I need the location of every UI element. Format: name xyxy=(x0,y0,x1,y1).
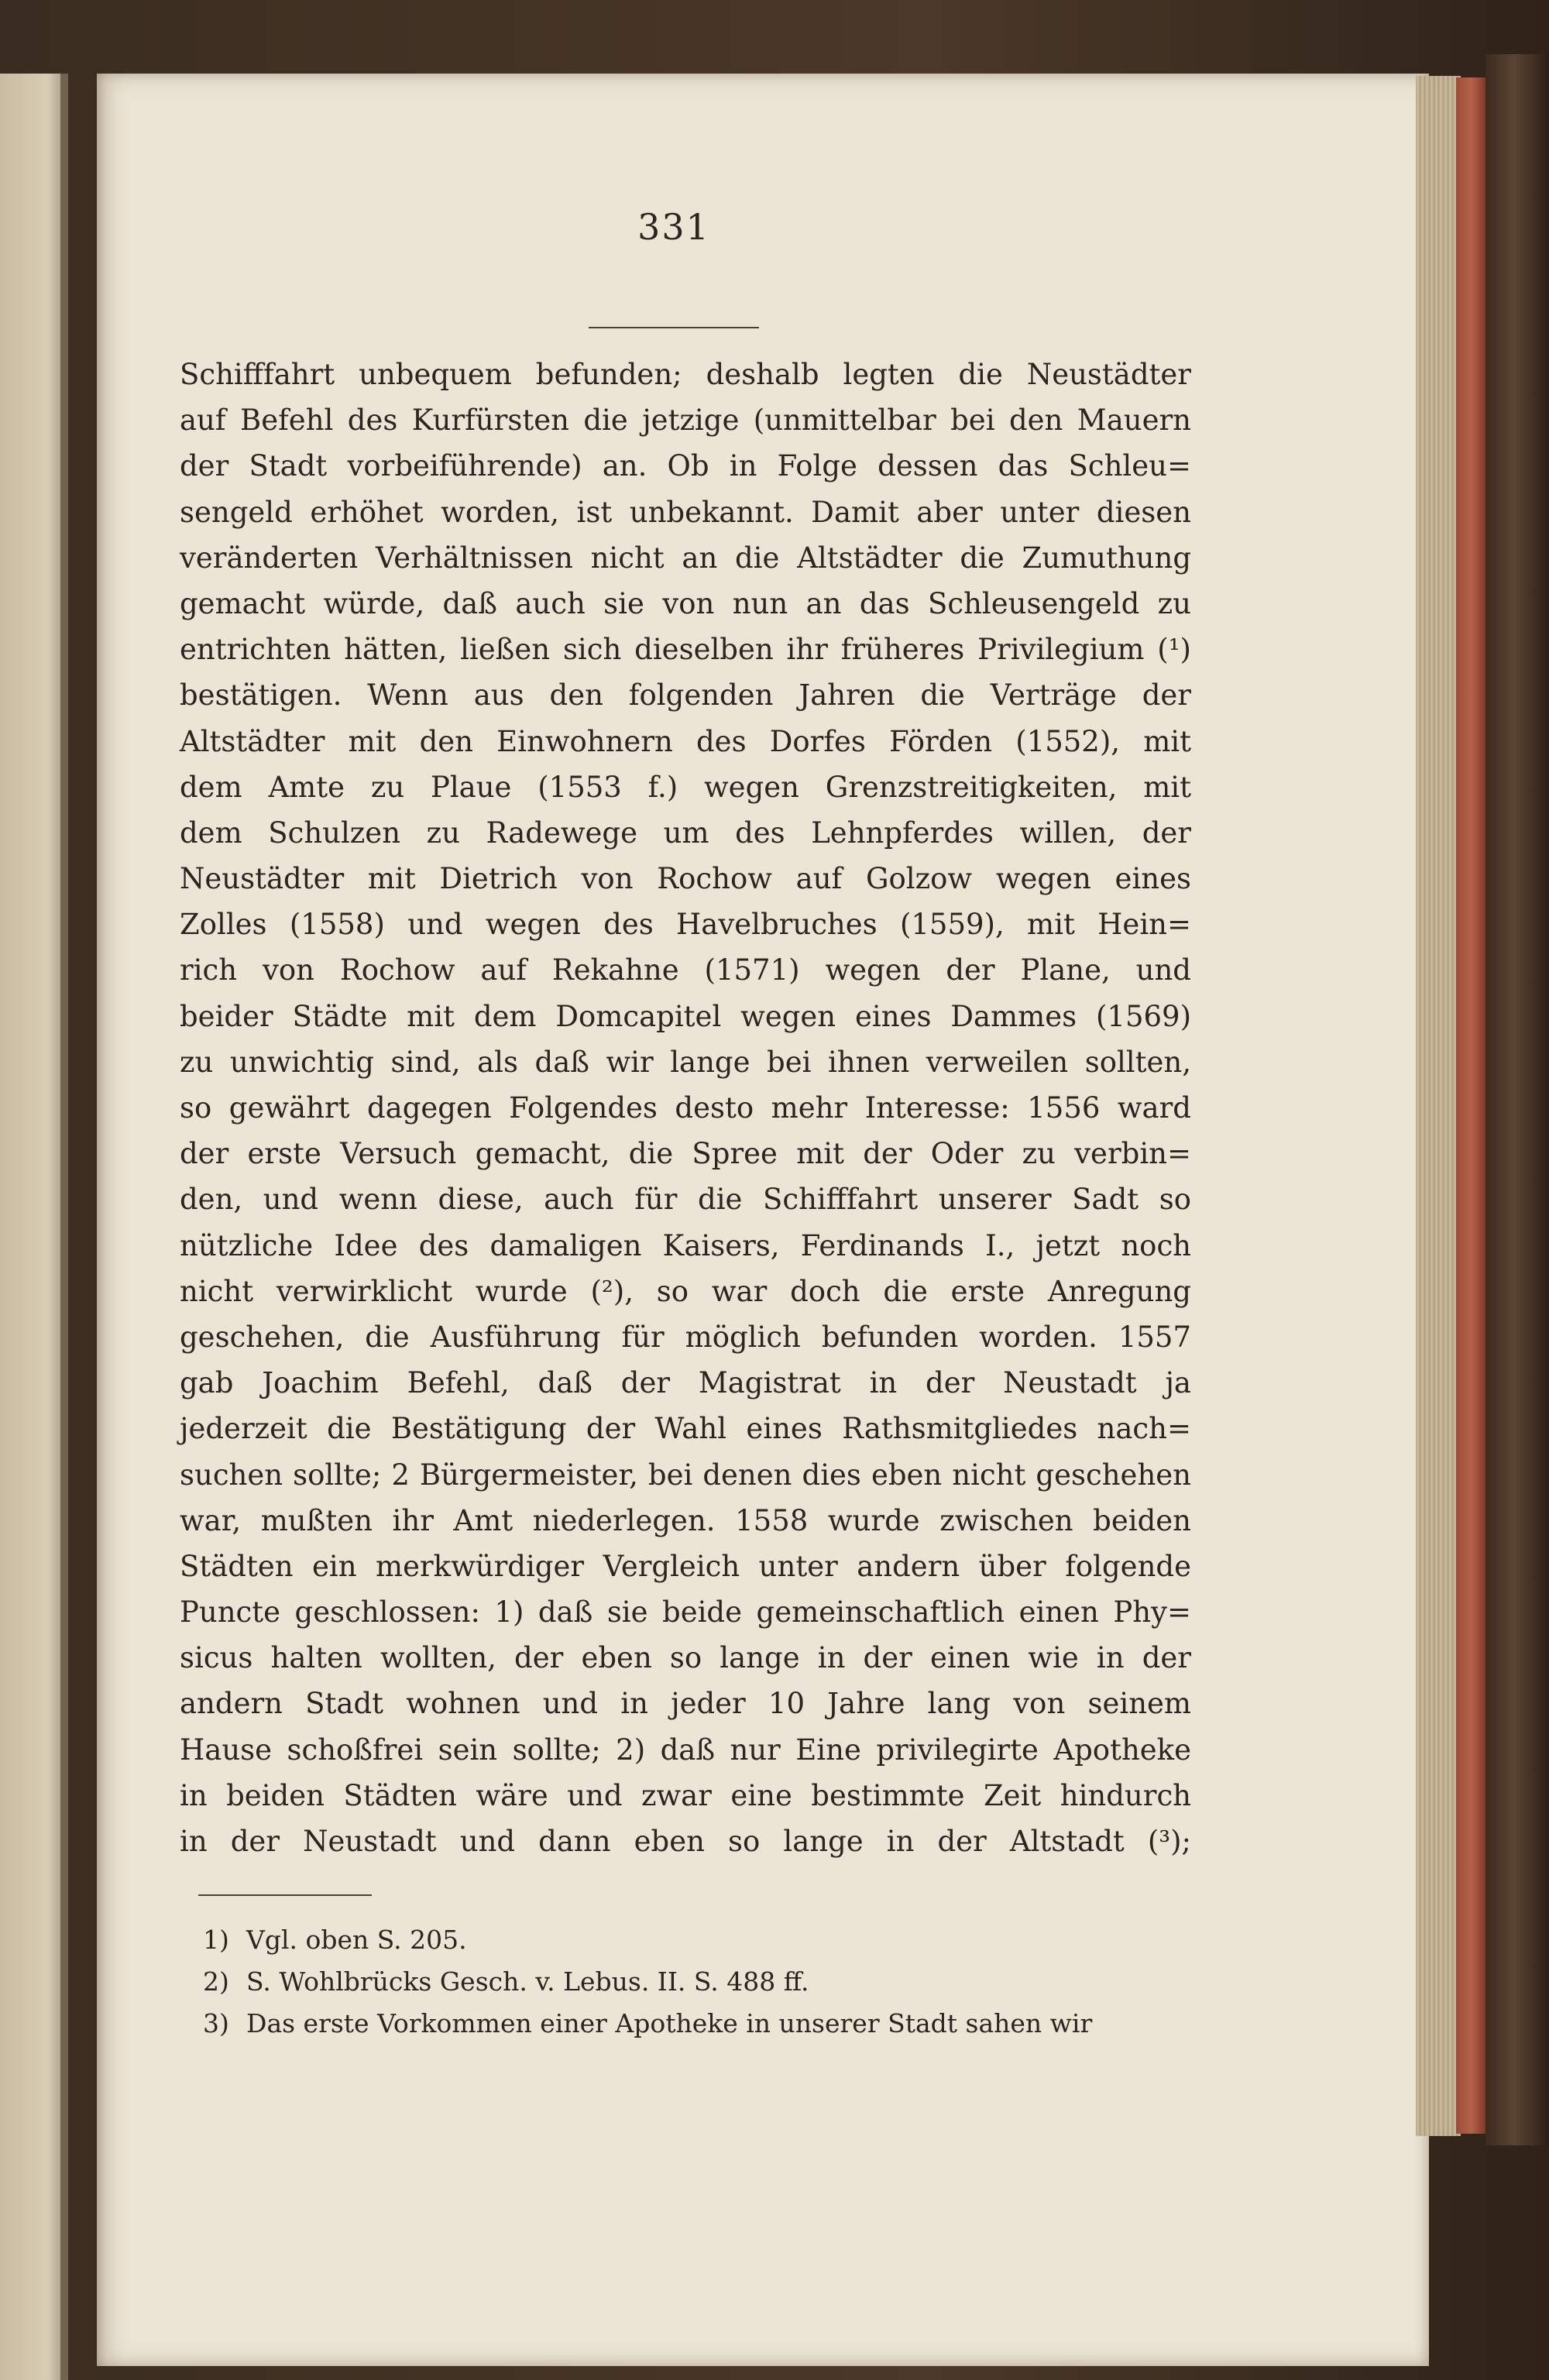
text-line: rich von Rochow auf Rekahne (1571) wegen der Plane, und xyxy=(180,953,1191,987)
text-line: nützliche Idee des damaligen Kaisers, Ferdinands I., jetzt noch xyxy=(180,1228,1191,1262)
footnote-text: S. Wohlbrücks Gesch. v. Lebus. II. S. 488 ff. xyxy=(246,1966,809,1997)
text-line: geschehen, die Ausführung für möglich befunden worden. 1557 xyxy=(180,1320,1191,1354)
text-line: dem Schulzen zu Radewege um des Lehnpferdes willen, der xyxy=(180,816,1191,850)
red-page-edge xyxy=(1456,77,1487,2134)
text-line: nicht verwirklicht wurde (²), so war doch die erste Anregung xyxy=(180,1274,1191,1308)
text-line: in beiden Städten wäre und zwar eine bestimmte Zeit hindurch xyxy=(180,1778,1191,1812)
book-cover xyxy=(1485,54,1549,2145)
text-line: zu unwichtig sind, als daß wir lange bei ihnen verweilen sollten, xyxy=(180,1045,1191,1079)
text-line: Altstädter mit den Einwohnern des Dorfes Förden (1552), mit xyxy=(180,724,1191,758)
footnotes xyxy=(203,1919,1194,2045)
footnote-mark: 1) xyxy=(203,1925,229,1955)
footnote-mark: 2) xyxy=(203,1966,229,1997)
text-line: so gewährt dagegen Folgendes desto mehr Interesse: 1556 ward xyxy=(180,1091,1191,1125)
text-line: Schifffahrt unbequem befunden; deshalb legten die Neustädter xyxy=(180,358,1191,391)
footnote xyxy=(203,2003,1194,2045)
text-line: den, und wenn diese, auch für die Schifffahrt unserer Sadt so xyxy=(180,1183,1191,1217)
footnote-text: Das erste Vorkommen einer Apotheke in unserer Stadt sahen wir xyxy=(246,2008,1093,2038)
footnote-text: Vgl. oben S. 205. xyxy=(246,1925,467,1955)
text-line: der Stadt vorbeiführende) an. Ob in Folge dessen das Schleu= xyxy=(180,449,1191,483)
text-line: suchen sollte; 2 Bürgermeister, bei denen dies eben nicht geschehen xyxy=(180,1458,1191,1492)
text-line: andern Stadt wohnen und in jeder 10 Jahre lang von seinem xyxy=(180,1687,1191,1721)
text-line: gemacht würde, daß auch sie von nun an das Schleusengeld zu xyxy=(180,586,1191,620)
footnote xyxy=(203,1919,1194,1961)
text-line: der erste Versuch gemacht, die Spree mit der Oder zu verbin= xyxy=(180,1137,1191,1171)
text-line: Hause schoßfrei sein sollte; 2) daß nur Eine privilegirte Apotheke xyxy=(180,1733,1191,1767)
footnote-rule xyxy=(198,1894,372,1896)
page-edges xyxy=(1416,76,1461,2136)
text-line: war, mußten ihr Amt niederlegen. 1558 wurde zwischen beiden xyxy=(180,1503,1191,1537)
text-line: Zolles (1558) und wegen des Havelbruches (1559), mit Hein= xyxy=(180,908,1191,942)
text-line: dem Amte zu Plaue (1553 f.) wegen Grenzstreitigkeiten, mit xyxy=(180,770,1191,804)
text-line: Städten ein merkwürdiger Vergleich unter andern über folgende xyxy=(180,1549,1191,1583)
text-line: sengeld erhöhet worden, ist unbekannt. Damit aber unter diesen xyxy=(180,495,1191,529)
text-line: Neustädter mit Dietrich von Rochow auf Golzow wegen eines xyxy=(180,862,1191,896)
text-line: veränderten Verhältnissen nicht an die Altstädter die Zumuthung xyxy=(180,541,1191,575)
header-rule xyxy=(589,327,759,328)
body-text xyxy=(180,352,1191,1864)
left-page-edge xyxy=(0,74,68,2380)
text-line: beider Städte mit dem Domcapitel wegen eines Dammes (1569) xyxy=(180,999,1191,1033)
gutter-shadow xyxy=(60,74,107,2380)
text-line: in der Neustadt und dann eben so lange in der Altstadt (³); xyxy=(180,1825,1191,1858)
text-line: sicus halten wollten, der eben so lange in der einen wie in der xyxy=(180,1641,1191,1675)
text-line: bestätigen. Wenn aus den folgenden Jahren die Verträge der xyxy=(180,678,1191,713)
text-line: Puncte geschlossen: 1) daß sie beide gemeinschaftlich einen Phy= xyxy=(180,1595,1191,1630)
text-line: entrichten hätten, ließen sich dieselben ihr früheres Privilegium (¹) xyxy=(180,633,1191,667)
footnote xyxy=(203,1961,1194,2003)
text-line: gab Joachim Befehl, daß der Magistrat in der Neustadt ja xyxy=(180,1366,1191,1400)
footnote-mark: 3) xyxy=(203,2008,229,2038)
text-line: jederzeit die Bestätigung der Wahl eines Rathsmitgliedes nach= xyxy=(180,1412,1191,1446)
text-line: auf Befehl des Kurfürsten die jetzige (unmittelbar bei den Mauern xyxy=(180,404,1191,438)
page-number: 331 xyxy=(637,206,710,248)
